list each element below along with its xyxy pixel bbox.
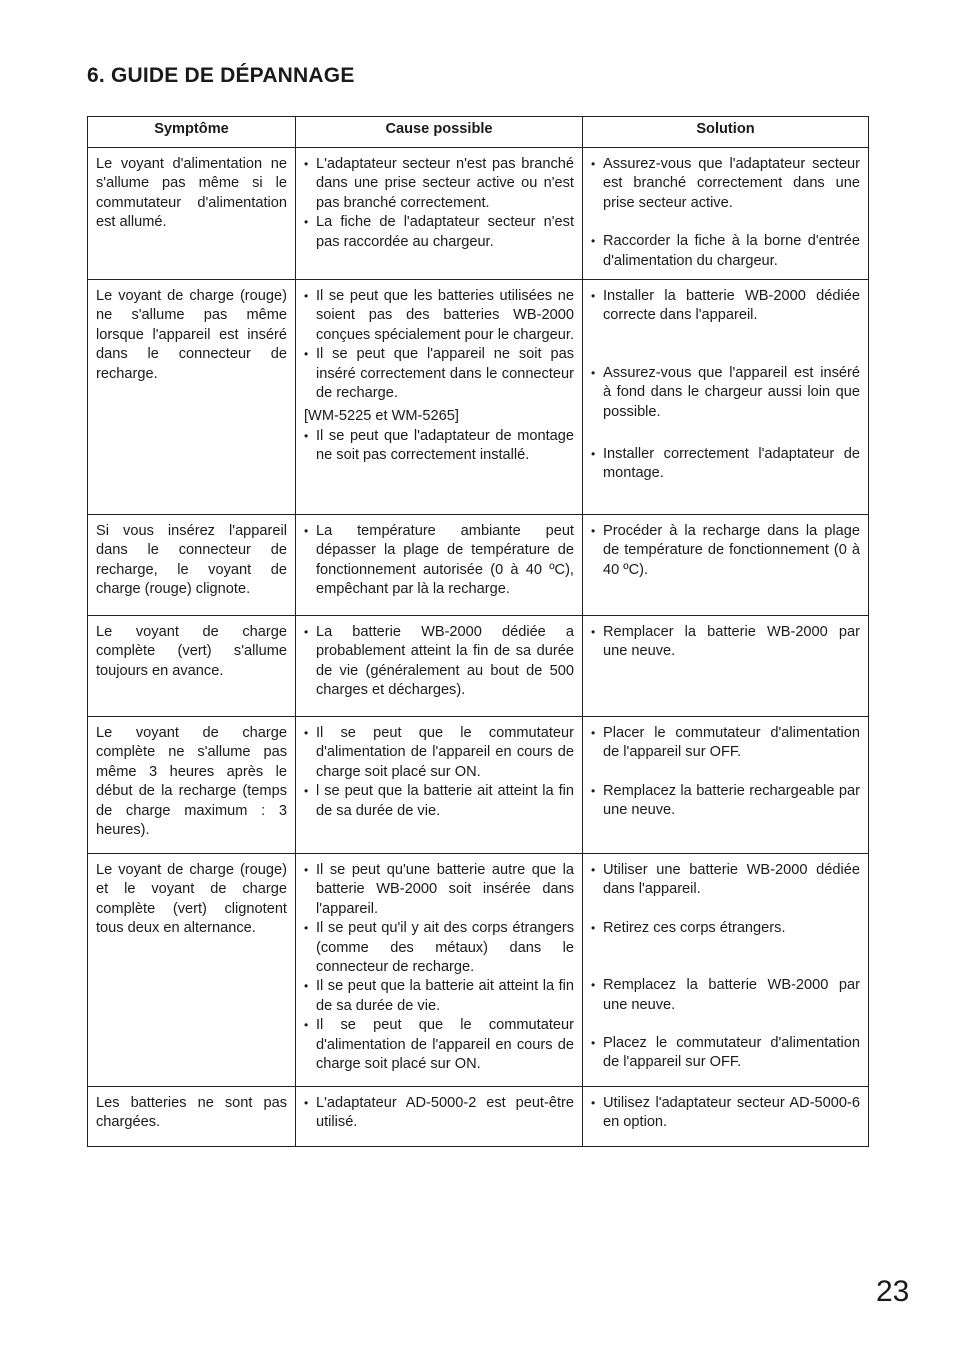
solution-cell <box>583 717 869 854</box>
cause-item: • l se peut que la batterie ait atteint la fin de sa durée de vie. <box>304 782 574 821</box>
solution-item: • Placez le commutateur d'alimentation de l'appareil sur OFF. <box>591 1034 860 1073</box>
symptom-cell: Le voyant d'alimentation ne s'allume pas même si le commutateur d'alimentation est allumé. <box>88 148 296 280</box>
solution-cell <box>583 854 869 1087</box>
table-header-row <box>88 117 869 148</box>
solution-cell <box>583 616 869 717</box>
header-symptom: Symptôme <box>88 117 296 148</box>
solution-item: • Retirez ces corps étrangers. <box>591 919 860 938</box>
solution-cell <box>583 148 869 280</box>
cause-item: • L'adaptateur secteur n'est pas branché dans une prise secteur active ou n'est pas branché correctement. <box>304 155 574 213</box>
header-cause: Cause possible <box>296 117 583 148</box>
table-row <box>88 515 869 616</box>
cause-cell <box>296 616 583 717</box>
header-solution: Solution <box>583 117 869 148</box>
cause-item: • La fiche de l'adaptateur secteur n'est pas raccordée au chargeur. <box>304 213 574 252</box>
cause-item: • Il se peut qu'il y ait des corps étrangers (comme des métaux) dans le connecteur de recharge. <box>304 919 574 977</box>
cause-item: • Il se peut que les batteries utilisées ne soient pas des batteries WB-2000 conçues spécialement pour le chargeur. <box>304 287 574 345</box>
cause-item: • Il se peut que le commutateur d'alimentation de l'appareil en cours de charge soit placé sur ON. <box>304 1016 574 1074</box>
section-title: 6. GUIDE DE DÉPANNAGE <box>87 64 355 87</box>
solution-item: • Remplacer la batterie WB-2000 par une neuve. <box>591 623 860 662</box>
symptom-cell: Le voyant de charge complète ne s'allume pas même 3 heures après le début de la recharge (temps de charge maximum : 3 heures). <box>88 717 296 854</box>
table-row <box>88 1087 869 1147</box>
cause-item: • La température ambiante peut dépasser la plage de température de fonctionnement autorisée (0 à 40 ºC), empêchant par là la recharge. <box>304 522 574 600</box>
table-row <box>88 280 869 515</box>
solution-item: • Placer le commutateur d'alimentation de l'appareil sur OFF. <box>591 724 860 763</box>
symptom-cell: Le voyant de charge complète (vert) s'allume toujours en avance. <box>88 616 296 717</box>
troubleshooting-table <box>87 116 869 1147</box>
cause-item: • Il se peut que l'adaptateur de montage ne soit pas correctement installé. <box>304 427 574 466</box>
cause-item: • La batterie WB-2000 dédiée a probablement atteint la fin de sa durée de vie (généralement au bout de 500 charges et décharges). <box>304 623 574 701</box>
cause-cell <box>296 854 583 1087</box>
solution-cell <box>583 515 869 616</box>
solution-item: • Assurez-vous que l'adaptateur secteur est branché correctement dans une prise secteur active. <box>591 155 860 213</box>
solution-item: • Utiliser une batterie WB-2000 dédiée dans l'appareil. <box>591 861 860 900</box>
solution-item: • Raccorder la fiche à la borne d'entrée d'alimentation du chargeur. <box>591 232 860 271</box>
cause-cell <box>296 1087 583 1147</box>
solution-cell <box>583 280 869 515</box>
cause-item: • Il se peut que le commutateur d'alimentation de l'appareil en cours de charge soit placé sur ON. <box>304 724 574 782</box>
table-row <box>88 717 869 854</box>
symptom-cell: Le voyant de charge (rouge) ne s'allume pas même lorsque l'appareil est inséré dans le connecteur de recharge. <box>88 280 296 515</box>
solution-item: • Procéder à la recharge dans la plage de température de fonctionnement (0 à 40 ºC). <box>591 522 860 580</box>
cause-cell <box>296 280 583 515</box>
table-row <box>88 854 869 1087</box>
solution-item: • Installer correctement l'adaptateur de montage. <box>591 445 860 484</box>
solution-item: • Assurez-vous que l'appareil est inséré à fond dans le chargeur aussi loin que possible. <box>591 364 860 422</box>
symptom-cell: Les batteries ne sont pas chargées. <box>88 1087 296 1147</box>
cause-model-note: [WM-5225 et WM-5265] <box>304 408 459 425</box>
solution-item: • Utilisez l'adaptateur secteur AD-5000-6 en option. <box>591 1094 860 1133</box>
solution-item: • Remplacez la batterie rechargeable par une neuve. <box>591 782 860 821</box>
table-row <box>88 148 869 280</box>
symptom-cell: Le voyant de charge (rouge) et le voyant de charge complète (vert) clignotent tous deux en alternance. <box>88 854 296 1087</box>
cause-cell <box>296 148 583 280</box>
table-row <box>88 616 869 717</box>
cause-cell <box>296 717 583 854</box>
cause-item: • Il se peut qu'une batterie autre que la batterie WB-2000 soit insérée dans l'appareil. <box>304 861 574 919</box>
cause-item: • Il se peut que l'appareil ne soit pas inséré correctement dans le connecteur de recharge. <box>304 345 574 403</box>
solution-item: • Installer la batterie WB-2000 dédiée correcte dans l'appareil. <box>591 287 860 326</box>
symptom-cell: Si vous insérez l'appareil dans le connecteur de recharge, le voyant de charge (rouge) clignote. <box>88 515 296 616</box>
solution-item: • Remplacez la batterie WB-2000 par une neuve. <box>591 976 860 1015</box>
cause-item: • L'adaptateur AD-5000-2 est peut-être utilisé. <box>304 1094 574 1133</box>
page-number: 23 <box>876 1275 910 1308</box>
solution-cell <box>583 1087 869 1147</box>
cause-item: • Il se peut que la batterie ait atteint la fin de sa durée de vie. <box>304 977 574 1016</box>
cause-cell <box>296 515 583 616</box>
